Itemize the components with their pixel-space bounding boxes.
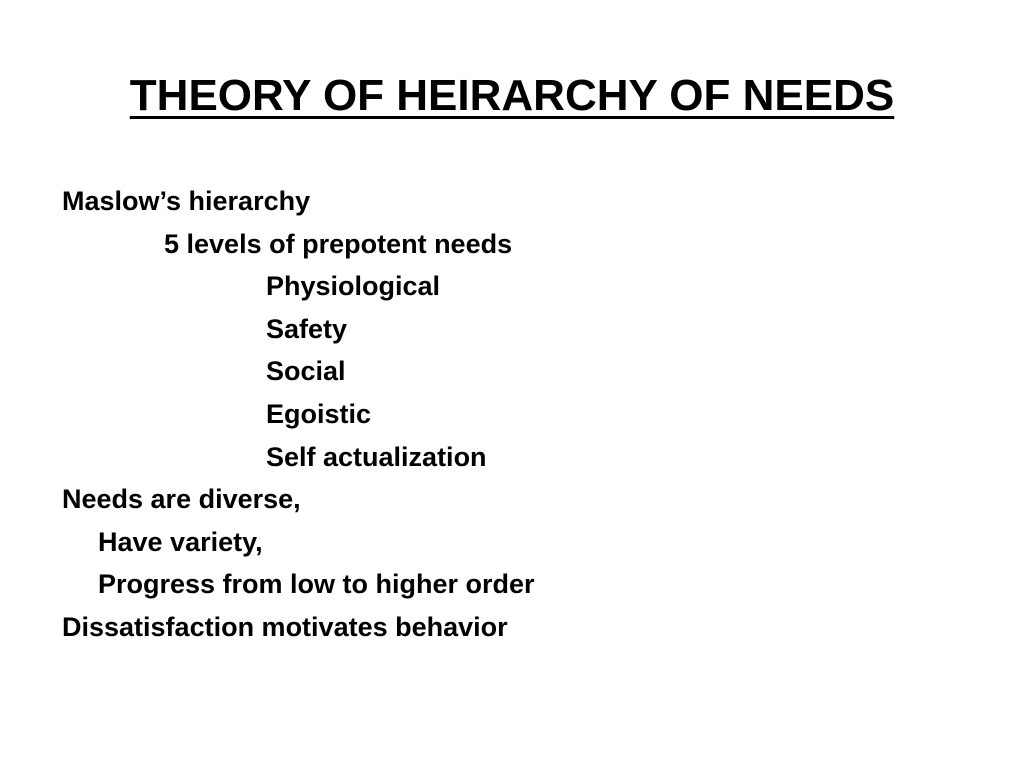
line-safety: Safety — [266, 313, 348, 344]
slide-body — [62, 180, 982, 649]
line-physiological: Physiological — [266, 271, 441, 302]
line-social: Social — [266, 356, 346, 387]
line-have-variety: Have variety, — [98, 526, 263, 557]
line-egoistic: Egoistic — [266, 398, 372, 429]
line-self-actualization: Self actualization — [266, 441, 487, 472]
line-five-levels: 5 levels of prepotent needs — [164, 228, 513, 259]
line-progress-order: Progress from low to higher order — [98, 569, 535, 600]
line-maslows-hierarchy: Maslow’s hierarchy — [62, 186, 311, 216]
slide-title-text: THEORY OF HEIRARCHY OF NEEDS — [129, 71, 895, 120]
line-dissatisfaction: Dissatisfaction motivates behavior — [62, 611, 508, 642]
line-needs-are-diverse: Needs are diverse, — [62, 484, 301, 515]
slide-title — [0, 68, 1024, 124]
